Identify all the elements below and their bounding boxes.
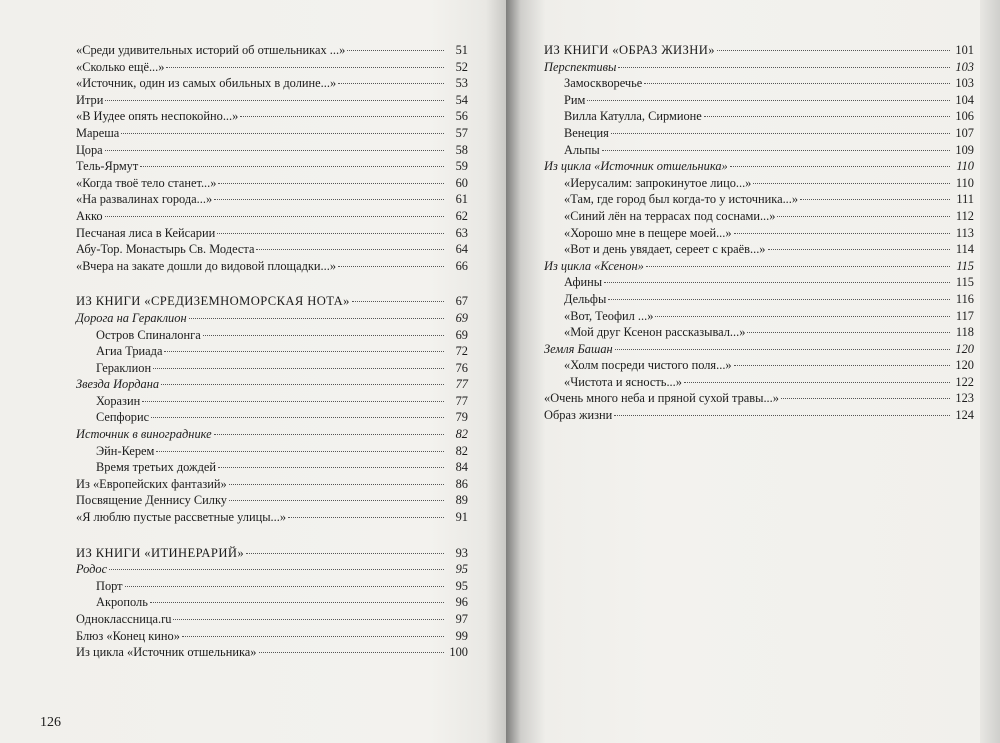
- entry-title: Эйн-Керем: [96, 443, 155, 458]
- dot-leader: [704, 116, 950, 117]
- toc-entry: [544, 374, 974, 391]
- entry-title: Хоразин: [96, 393, 141, 408]
- toc-cycle-entry: [76, 561, 468, 578]
- entry-page-number: 93: [455, 545, 468, 560]
- dot-leader: [121, 133, 444, 134]
- entry-page-number: 110: [955, 175, 974, 190]
- dot-leader: [338, 83, 444, 84]
- entry-title: Одноклассница.ru: [76, 612, 172, 626]
- toc-entry: [544, 241, 974, 258]
- entry-title: Из цикла «Источник отшельника»: [76, 645, 257, 660]
- dot-leader: [646, 266, 950, 267]
- entry-page-number: 69: [455, 327, 468, 342]
- entry-page-number: 53: [455, 76, 468, 91]
- toc-entry: [544, 125, 974, 142]
- dot-leader: [142, 401, 444, 402]
- entry-title: Итри: [76, 92, 104, 107]
- toc-entry: [76, 360, 468, 377]
- right-page: [506, 0, 1000, 743]
- entry-page-number: 111: [956, 192, 974, 207]
- dot-leader: [615, 349, 950, 350]
- dot-leader: [655, 316, 950, 317]
- toc-entry: [544, 208, 974, 225]
- entry-title: «Вот и день увядает, сереет с краёв...»: [564, 242, 766, 257]
- dot-leader: [256, 249, 444, 250]
- entry-page-number: 77: [455, 377, 468, 392]
- toc-entry: [76, 175, 468, 192]
- toc-book-heading: [76, 545, 468, 562]
- dot-leader: [214, 434, 444, 435]
- entry-page-number: 116: [955, 291, 974, 306]
- entry-title: «Хорошо мне в пещере моей...»: [564, 225, 732, 240]
- dot-leader: [800, 199, 950, 200]
- toc-cycle-entry: [76, 310, 468, 327]
- dot-leader: [203, 335, 444, 336]
- toc-entry: [76, 142, 468, 159]
- toc-entry: [544, 225, 974, 242]
- toc-entry: [76, 476, 468, 493]
- toc-cycle-entry: [76, 376, 468, 393]
- entry-page-number: 110: [956, 159, 974, 174]
- dot-leader: [347, 50, 444, 51]
- toc-entry: [76, 628, 468, 645]
- toc-cycle-entry: [544, 341, 974, 358]
- entry-title: Из «Европейских фантазий»: [76, 476, 227, 491]
- dot-leader: [730, 166, 950, 167]
- page-edge: [980, 0, 1000, 743]
- toc-entry: [544, 407, 974, 424]
- toc-entry: [76, 594, 468, 611]
- entry-title: «В Иудее опять неспокойно...»: [76, 109, 239, 124]
- dot-leader: [140, 166, 444, 167]
- entry-title: Вилла Катулла, Сирмионе: [564, 109, 702, 124]
- entry-page-number: 54: [455, 92, 468, 107]
- entry-page-number: 123: [955, 391, 974, 406]
- toc-entry: [76, 644, 468, 661]
- dot-leader: [153, 368, 444, 369]
- dot-leader: [352, 301, 444, 302]
- entry-title: Замоскворечье: [564, 76, 643, 91]
- entry-page-number: 103: [955, 76, 974, 91]
- dot-leader: [777, 216, 950, 217]
- entry-page-number: 62: [455, 208, 468, 223]
- entry-page-number: 57: [455, 125, 468, 140]
- dot-leader: [217, 233, 444, 234]
- entry-title: Перспективы: [544, 59, 617, 74]
- toc-entry: [76, 258, 468, 275]
- entry-title: Афины: [564, 275, 603, 290]
- entry-title: Гераклион: [96, 360, 152, 375]
- dot-leader: [604, 282, 950, 283]
- dot-leader: [229, 484, 444, 485]
- dot-leader: [734, 365, 950, 366]
- entry-page-number: 66: [455, 258, 468, 273]
- dot-leader: [753, 183, 950, 184]
- entry-title: Венеция: [564, 125, 609, 140]
- entry-page-number: 115: [956, 258, 974, 273]
- toc-entry: [544, 308, 974, 325]
- entry-page-number: 109: [955, 142, 974, 157]
- entry-page-number: 67: [455, 294, 468, 309]
- entry-page-number: 124: [955, 408, 974, 423]
- page-number: 126: [40, 715, 61, 730]
- entry-title: «Вчера на закате дошли до видовой площадки...»: [76, 258, 337, 273]
- entry-title: «Чистота и ясность...»: [564, 374, 682, 389]
- toc-entry: [76, 92, 468, 109]
- entry-title: «Среди удивительных историй об отшельниках ...»: [76, 43, 346, 57]
- dot-leader: [240, 116, 444, 117]
- entry-page-number: 51: [455, 43, 468, 57]
- entry-title: Образ жизни: [544, 408, 613, 423]
- dot-leader: [229, 500, 444, 501]
- entry-page-number: 77: [455, 393, 468, 408]
- entry-page-number: 104: [955, 92, 974, 107]
- entry-page-number: 103: [955, 59, 974, 74]
- entry-page-number: 113: [955, 225, 974, 240]
- entry-page-number: 58: [455, 142, 468, 157]
- entry-page-number: 115: [955, 275, 974, 290]
- dot-leader: [611, 133, 950, 134]
- entry-page-number: 63: [455, 225, 468, 240]
- entry-title: Дельфы: [564, 291, 607, 306]
- entry-title: «Холм посреди чистого поля...»: [564, 358, 732, 373]
- dot-leader: [151, 417, 444, 418]
- entry-page-number: 89: [455, 493, 468, 508]
- dot-leader: [717, 50, 950, 51]
- entry-title: «Вот, Теофил ...»: [564, 308, 654, 323]
- toc-entry: [76, 42, 468, 59]
- entry-page-number: 118: [955, 325, 974, 340]
- toc-book-heading: [544, 42, 974, 59]
- toc-cycle-entry: [544, 158, 974, 175]
- toc-entry: [76, 492, 468, 509]
- entry-title: «Мой друг Ксенон рассказывал...»: [564, 325, 746, 340]
- entry-title: Агиа Триада: [96, 344, 163, 359]
- entry-page-number: 84: [455, 460, 468, 475]
- dot-leader: [182, 636, 444, 637]
- toc-entry: [544, 92, 974, 109]
- entry-title: Посвящение Деннису Силку: [76, 493, 227, 508]
- entry-title: Акрополь: [96, 595, 148, 610]
- entry-title: Акко: [76, 208, 103, 223]
- dot-leader: [608, 299, 950, 300]
- dot-leader: [164, 351, 444, 352]
- entry-title: Родос: [76, 562, 108, 577]
- dot-leader: [161, 384, 444, 385]
- entry-page-number: 95: [455, 578, 468, 593]
- dot-leader: [218, 467, 444, 468]
- entry-title: «Сколько ещё...»: [76, 59, 165, 74]
- entry-title: Абу-Тор. Монастырь Св. Модеста: [76, 242, 255, 257]
- dot-leader: [768, 249, 951, 250]
- entry-page-number: 82: [455, 427, 468, 442]
- toc-cycle-entry: [544, 258, 974, 275]
- entry-page-number: 61: [455, 192, 468, 207]
- dot-leader: [602, 150, 950, 151]
- entry-page-number: 100: [449, 645, 468, 660]
- entry-page-number: 79: [455, 410, 468, 425]
- toc-entry: [76, 611, 468, 628]
- entry-page-number: 86: [455, 476, 468, 491]
- entry-page-number: 97: [455, 612, 468, 626]
- dot-leader: [156, 451, 444, 452]
- entry-page-number: 76: [455, 360, 468, 375]
- entry-page-number: 95: [455, 562, 468, 577]
- entry-title: «Очень много неба и пряной сухой травы...»: [544, 391, 779, 406]
- entry-title: Из цикла «Ксенон»: [544, 258, 644, 273]
- dot-leader: [105, 216, 444, 217]
- toc-right: [544, 42, 974, 424]
- toc-entry: [76, 125, 468, 142]
- entry-title: Дорога на Гераклион: [76, 310, 187, 325]
- entry-title: «Когда твоё тело станет...»: [76, 175, 217, 190]
- dot-leader: [214, 199, 444, 200]
- entry-page-number: 59: [455, 159, 468, 174]
- dot-leader: [684, 382, 950, 383]
- toc-entry: [76, 327, 468, 344]
- entry-page-number: 114: [955, 242, 974, 257]
- toc-cycle-entry: [544, 59, 974, 76]
- dot-leader: [587, 100, 950, 101]
- entry-title: Порт: [96, 578, 123, 593]
- toc-entry: [544, 175, 974, 192]
- entry-title: «Я люблю пустые рассветные улицы...»: [76, 510, 287, 525]
- entry-page-number: 99: [455, 628, 468, 643]
- entry-page-number: 64: [455, 242, 468, 257]
- dot-leader: [614, 415, 950, 416]
- entry-title: Цора: [76, 142, 103, 157]
- section-gap: [76, 274, 468, 293]
- dot-leader: [166, 67, 444, 68]
- toc-entry: [76, 578, 468, 595]
- entry-title: Из цикла «Источник отшельника»: [544, 159, 728, 174]
- dot-leader: [218, 183, 444, 184]
- entry-page-number: 101: [955, 43, 974, 57]
- toc-entry: [76, 158, 468, 175]
- dot-leader: [618, 67, 950, 68]
- dot-leader: [288, 517, 444, 518]
- entry-title: Блюз «Конец кино»: [76, 628, 180, 643]
- entry-page-number: 91: [455, 510, 468, 525]
- entry-page-number: 96: [455, 595, 468, 610]
- entry-title: «На развалинах города...»: [76, 192, 213, 207]
- toc-entry: [76, 225, 468, 242]
- entry-page-number: 72: [455, 344, 468, 359]
- entry-title: ИЗ КНИГИ «ОБРАЗ ЖИЗНИ»: [544, 43, 715, 57]
- entry-title: Земля Башан: [544, 341, 613, 356]
- entry-title: «Источник, один из самых обильных в долине...»: [76, 76, 337, 91]
- toc-entry: [544, 357, 974, 374]
- entry-title: Источник в винограднике: [76, 427, 212, 442]
- entry-title: «Иерусалим: запрокинутое лицо...»: [564, 175, 752, 190]
- entry-title: «Там, где город был когда-то у источника...»: [564, 192, 799, 207]
- entry-page-number: 120: [955, 341, 974, 356]
- entry-page-number: 107: [955, 125, 974, 140]
- entry-title: Сепфорис: [96, 410, 150, 425]
- dot-leader: [259, 652, 445, 653]
- entry-page-number: 60: [455, 175, 468, 190]
- toc-entry: [544, 390, 974, 407]
- entry-title: Звезда Иордана: [76, 377, 160, 392]
- entry-page-number: 56: [455, 109, 468, 124]
- entry-page-number: 120: [955, 358, 974, 373]
- toc-entry: [544, 274, 974, 291]
- toc-entry: [544, 324, 974, 341]
- toc-entry: [76, 59, 468, 76]
- dot-leader: [644, 83, 950, 84]
- dot-leader: [105, 100, 444, 101]
- dot-leader: [150, 602, 444, 603]
- toc-entry: [544, 291, 974, 308]
- dot-leader: [246, 553, 444, 554]
- toc-entry: [76, 459, 468, 476]
- dot-leader: [747, 332, 950, 333]
- entry-page-number: 106: [955, 109, 974, 124]
- toc-entry: [544, 108, 974, 125]
- toc-left: [76, 42, 468, 661]
- entry-title: ИЗ КНИГИ «СРЕДИЗЕМНОМОРСКАЯ НОТА»: [76, 294, 350, 309]
- entry-page-number: 82: [455, 443, 468, 458]
- toc-entry: [76, 409, 468, 426]
- entry-title: «Синий лён на террасах под соснами...»: [564, 208, 776, 223]
- toc-entry: [76, 191, 468, 208]
- toc-book-heading: [76, 293, 468, 310]
- entry-title: Время третьих дождей: [96, 460, 217, 475]
- entry-page-number: 122: [955, 374, 974, 389]
- toc-entry: [76, 75, 468, 92]
- entry-page-number: 69: [455, 310, 468, 325]
- dot-leader: [189, 318, 444, 319]
- entry-page-number: 52: [455, 59, 468, 74]
- dot-leader: [338, 266, 444, 267]
- toc-entry: [544, 142, 974, 159]
- toc-entry: [76, 443, 468, 460]
- toc-entry: [76, 509, 468, 526]
- entry-title: Остров Спиналонга: [96, 327, 201, 342]
- toc-entry: [76, 393, 468, 410]
- dot-leader: [109, 569, 444, 570]
- dot-leader: [734, 233, 950, 234]
- entry-page-number: 112: [955, 208, 974, 223]
- entry-title: ИЗ КНИГИ «ИТИНЕРАРИЙ»: [76, 545, 245, 560]
- section-gap: [76, 526, 468, 545]
- toc-entry: [76, 208, 468, 225]
- toc-entry: [544, 75, 974, 92]
- entry-title: Тель-Ярмут: [76, 159, 139, 174]
- entry-title: Песчаная лиса в Кейсарии: [76, 225, 216, 240]
- toc-cycle-entry: [76, 426, 468, 443]
- dot-leader: [105, 150, 444, 151]
- dot-leader: [173, 619, 444, 620]
- toc-entry: [76, 108, 468, 125]
- entry-page-number: 117: [955, 308, 974, 323]
- dot-leader: [781, 398, 950, 399]
- toc-entry: [544, 191, 974, 208]
- dot-leader: [125, 586, 444, 587]
- toc-entry: [76, 241, 468, 258]
- entry-title: Рим: [564, 92, 586, 107]
- entry-title: Мареша: [76, 125, 120, 140]
- toc-entry: [76, 343, 468, 360]
- entry-title: Альпы: [564, 142, 600, 157]
